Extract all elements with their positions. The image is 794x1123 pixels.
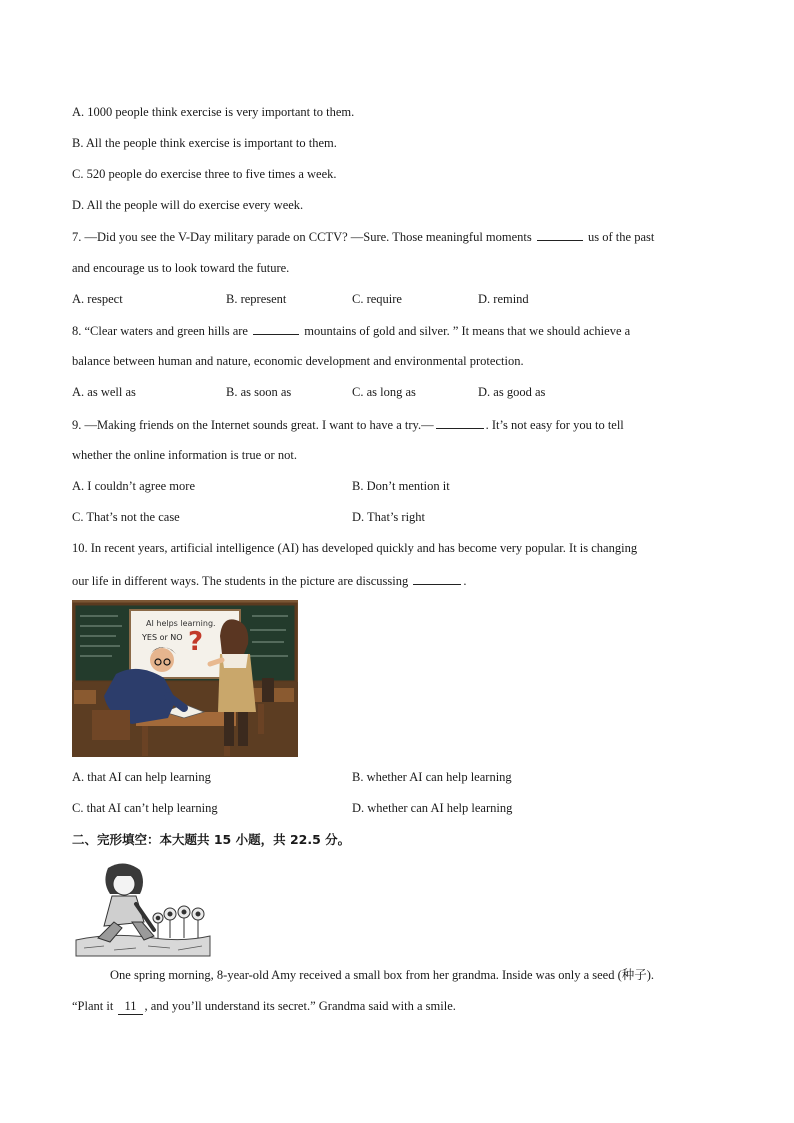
q7-stem-part1: 7. —Did you see the V-Day military parade on CCTV? —Sure. Those meaningful moments (72, 230, 532, 244)
q8-stem-line2: balance between human and nature, economic development and environmental protection. (72, 354, 524, 368)
q8-option-b: B. as soon as (226, 385, 292, 399)
q7-option-b: B. represent (226, 292, 287, 306)
section-heading-cloze: 二、完形填空：本大题共 15 小题，共 22.5 分。 (72, 832, 351, 847)
passage-line2 (72, 998, 456, 1015)
q9-stem-part1: 9. —Making friends on the Internet sounds great. I want to have a try.— (72, 418, 434, 432)
q6-option-d: D. All the people will do exercise every week. (72, 198, 304, 212)
q8-answer-blank (253, 322, 299, 335)
q9-stem-line1 (72, 416, 624, 433)
classroom-illustration (72, 600, 298, 757)
q10-stem-part1: our life in different ways. The students in the picture are discussing (72, 574, 409, 588)
q10-stem-part2: . (463, 574, 467, 588)
board-text-line2: YES or NO (142, 633, 183, 642)
q8-stem-line1 (72, 322, 630, 339)
q8-stem-part2: mountains of gold and silver. ” It means that we should achieve a (304, 324, 631, 338)
q9-stem-part2: . It’s not easy for you to tell (485, 418, 624, 432)
q7-stem-line1 (72, 228, 654, 245)
blank-number-11: 11 (118, 998, 142, 1015)
q10-option-d: D. whether can AI help learning (352, 801, 513, 815)
q10-stem-line2 (72, 572, 467, 589)
planting-girl-illustration (74, 860, 212, 958)
q10-answer-blank (413, 572, 461, 585)
q8-option-d: D. as good as (478, 385, 546, 399)
q9-option-c: C. That’s not the case (72, 510, 180, 524)
board-text-line1: AI helps learning. (146, 619, 216, 628)
passage-line2-part2: , and you’ll understand its secret.” Grandma said with a smile. (144, 999, 456, 1013)
q6-option-b: B. All the people think exercise is important to them. (72, 136, 337, 150)
q9-stem-line2: whether the online information is true or not. (72, 448, 297, 462)
q9-option-a: A. I couldn’t agree more (72, 479, 195, 493)
q7-option-d: D. remind (478, 292, 529, 306)
q10-option-a: A. that AI can help learning (72, 770, 211, 784)
q7-answer-blank (537, 228, 583, 241)
board-question-mark: ? (188, 627, 204, 657)
q10-option-b: B. whether AI can help learning (352, 770, 512, 784)
q9-option-b: B. Don’t mention it (352, 479, 450, 493)
q8-stem-part1: 8. “Clear waters and green hills are (72, 324, 248, 338)
q8-option-c: C. as long as (352, 385, 416, 399)
q9-answer-blank (436, 416, 484, 429)
q10-option-c: C. that AI can’t help learning (72, 801, 218, 815)
q8-option-a: A. as well as (72, 385, 136, 399)
q9-option-d: D. That’s right (352, 510, 426, 524)
passage-line2-part1: “Plant it (72, 999, 114, 1013)
passage-line1: One spring morning, 8-year-old Amy received a small box from her grandma. Inside was only a seed (种子). (110, 968, 655, 982)
q7-stem-part2: us of the past (588, 230, 655, 244)
q7-option-c: C. require (352, 292, 402, 306)
q7-option-a: A. respect (72, 292, 123, 306)
q7-stem-line2: and encourage us to look toward the future. (72, 261, 290, 275)
q6-option-a: A. 1000 people think exercise is very important to them. (72, 105, 355, 119)
q10-stem-line1: 10. In recent years, artificial intelligence (AI) has developed quickly and has become very popular. It is changing (72, 541, 638, 555)
q6-option-c: C. 520 people do exercise three to five times a week. (72, 167, 337, 181)
